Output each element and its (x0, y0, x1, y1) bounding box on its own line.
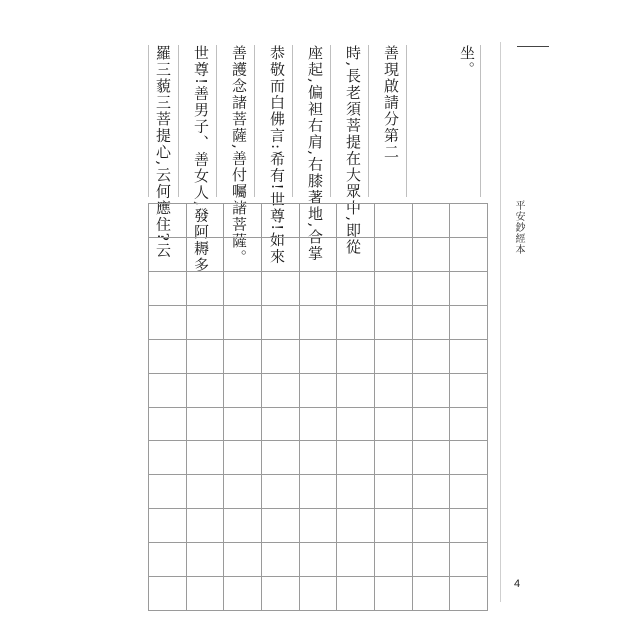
grid-cell[interactable] (300, 441, 338, 475)
grid-cell[interactable] (187, 272, 225, 306)
grid-cell[interactable] (337, 441, 375, 475)
grid-cell[interactable] (187, 340, 225, 374)
grid-cell[interactable] (187, 408, 225, 442)
grid-cell[interactable] (262, 374, 300, 408)
text-column-3: 時,長老須菩提在大眾中,即從 (344, 45, 362, 256)
grid-cell[interactable] (300, 272, 338, 306)
text-column-2: 善現啟請分第二 (382, 45, 400, 161)
text-column-rule (406, 45, 407, 197)
grid-cell[interactable] (337, 340, 375, 374)
grid-cell[interactable] (224, 441, 262, 475)
grid-cell[interactable] (187, 509, 225, 543)
grid-cell[interactable] (337, 543, 375, 577)
grid-cell[interactable] (337, 238, 375, 272)
grid-cell[interactable] (149, 204, 187, 238)
grid-cell[interactable] (300, 475, 338, 509)
grid-cell[interactable] (224, 306, 262, 340)
grid-cell[interactable] (337, 272, 375, 306)
text-column-7: 世尊!善男子、善女人,發阿耨多 (192, 45, 210, 274)
grid-cell[interactable] (300, 340, 338, 374)
grid-cell[interactable] (224, 577, 262, 611)
grid-cell[interactable] (224, 238, 262, 272)
grid-cell[interactable] (187, 238, 225, 272)
grid-cell[interactable] (262, 204, 300, 238)
grid-cell[interactable] (187, 306, 225, 340)
grid-cell[interactable] (375, 306, 413, 340)
grid-cell[interactable] (149, 306, 187, 340)
grid-cell[interactable] (375, 204, 413, 238)
grid-cell[interactable] (224, 272, 262, 306)
text-column-rule (368, 45, 369, 197)
grid-cell[interactable] (375, 475, 413, 509)
grid-cell[interactable] (413, 543, 451, 577)
grid-cell[interactable] (337, 475, 375, 509)
grid-cell[interactable] (450, 374, 488, 408)
text-column-rule (480, 45, 481, 197)
text-column-6: 善護念諸菩薩,善付囑諸菩薩。 (230, 45, 248, 266)
grid-cell[interactable] (375, 509, 413, 543)
side-divider (500, 42, 501, 602)
grid-cell[interactable] (450, 306, 488, 340)
text-column-5: 恭敬而白佛言:希有!世尊!如來 (268, 45, 286, 265)
grid-cell[interactable] (149, 441, 187, 475)
grid-cell[interactable] (149, 475, 187, 509)
book-title-label: 平安鈔經本 (513, 200, 524, 255)
grid-cell[interactable] (450, 272, 488, 306)
grid-cell[interactable] (337, 306, 375, 340)
grid-cell[interactable] (413, 475, 451, 509)
grid-cell[interactable] (337, 577, 375, 611)
grid-cell[interactable] (149, 408, 187, 442)
grid-cell[interactable] (224, 408, 262, 442)
grid-cell[interactable] (300, 204, 338, 238)
grid-cell[interactable] (375, 441, 413, 475)
grid-cell[interactable] (450, 204, 488, 238)
grid-cell[interactable] (337, 204, 375, 238)
page-number: 4 (514, 578, 521, 590)
grid-cell[interactable] (262, 238, 300, 272)
grid-cell[interactable] (300, 577, 338, 611)
grid-cell[interactable] (375, 340, 413, 374)
grid-cell[interactable] (413, 509, 451, 543)
text-column-rule (292, 45, 293, 197)
grid-cell[interactable] (300, 408, 338, 442)
grid-cell[interactable] (337, 374, 375, 408)
grid-cell[interactable] (413, 577, 451, 611)
text-column-4: 座起,偏袒右肩,右膝著地,合掌 (306, 45, 324, 262)
grid-cell[interactable] (413, 238, 451, 272)
grid-cell[interactable] (262, 408, 300, 442)
grid-cell[interactable] (450, 340, 488, 374)
text-column-rule (148, 45, 149, 197)
grid-cell[interactable] (149, 272, 187, 306)
grid-cell[interactable] (224, 543, 262, 577)
text-column-1: 坐。 (458, 45, 476, 78)
practice-grid[interactable] (148, 203, 488, 611)
grid-cell[interactable] (413, 408, 451, 442)
grid-cell[interactable] (262, 306, 300, 340)
text-column-8: 羅三藐三菩提心,云何應住?云 (154, 45, 172, 259)
grid-cell[interactable] (450, 543, 488, 577)
grid-cell[interactable] (224, 475, 262, 509)
grid-cell[interactable] (375, 238, 413, 272)
grid-cell[interactable] (300, 238, 338, 272)
text-column-rule (254, 45, 255, 197)
grid-cell[interactable] (187, 543, 225, 577)
grid-cell[interactable] (300, 543, 338, 577)
grid-cell[interactable] (187, 374, 225, 408)
grid-cell[interactable] (413, 204, 451, 238)
grid-cell[interactable] (375, 408, 413, 442)
grid-cell[interactable] (375, 272, 413, 306)
grid-cell[interactable] (149, 340, 187, 374)
grid-cell[interactable] (413, 272, 451, 306)
grid-cell[interactable] (149, 577, 187, 611)
grid-cell[interactable] (450, 238, 488, 272)
grid-cell[interactable] (224, 204, 262, 238)
grid-cell[interactable] (149, 238, 187, 272)
grid-cell[interactable] (300, 509, 338, 543)
grid-cell[interactable] (187, 577, 225, 611)
grid-cell[interactable] (450, 441, 488, 475)
grid-cell[interactable] (300, 374, 338, 408)
grid-cell[interactable] (224, 509, 262, 543)
text-column-rule (330, 45, 331, 197)
grid-cell[interactable] (224, 340, 262, 374)
grid-cell[interactable] (262, 577, 300, 611)
grid-cell[interactable] (149, 509, 187, 543)
grid-cell[interactable] (375, 374, 413, 408)
top-rule (517, 46, 549, 47)
grid-cell[interactable] (450, 509, 488, 543)
grid-cell[interactable] (262, 509, 300, 543)
sutra-text-block (148, 45, 490, 274)
grid-cell[interactable] (413, 374, 451, 408)
grid-cell[interactable] (337, 408, 375, 442)
grid-cell[interactable] (149, 543, 187, 577)
grid-cell[interactable] (450, 408, 488, 442)
grid-cell[interactable] (337, 509, 375, 543)
grid-cell[interactable] (187, 441, 225, 475)
grid-cell[interactable] (413, 340, 451, 374)
grid-cell[interactable] (413, 441, 451, 475)
grid-cell[interactable] (224, 374, 262, 408)
grid-cell[interactable] (187, 475, 225, 509)
grid-cell[interactable] (262, 272, 300, 306)
text-column-rule (216, 45, 217, 197)
grid-cell[interactable] (187, 204, 225, 238)
grid-cell[interactable] (413, 306, 451, 340)
grid-cell[interactable] (262, 441, 300, 475)
grid-cell[interactable] (262, 475, 300, 509)
text-column-rule (178, 45, 179, 197)
grid-cell[interactable] (450, 475, 488, 509)
grid-cell[interactable] (262, 340, 300, 374)
grid-cell[interactable] (300, 306, 338, 340)
grid-cell[interactable] (450, 577, 488, 611)
grid-cell[interactable] (149, 374, 187, 408)
grid-cell[interactable] (262, 543, 300, 577)
grid-cell[interactable] (375, 577, 413, 611)
grid-cell[interactable] (375, 543, 413, 577)
